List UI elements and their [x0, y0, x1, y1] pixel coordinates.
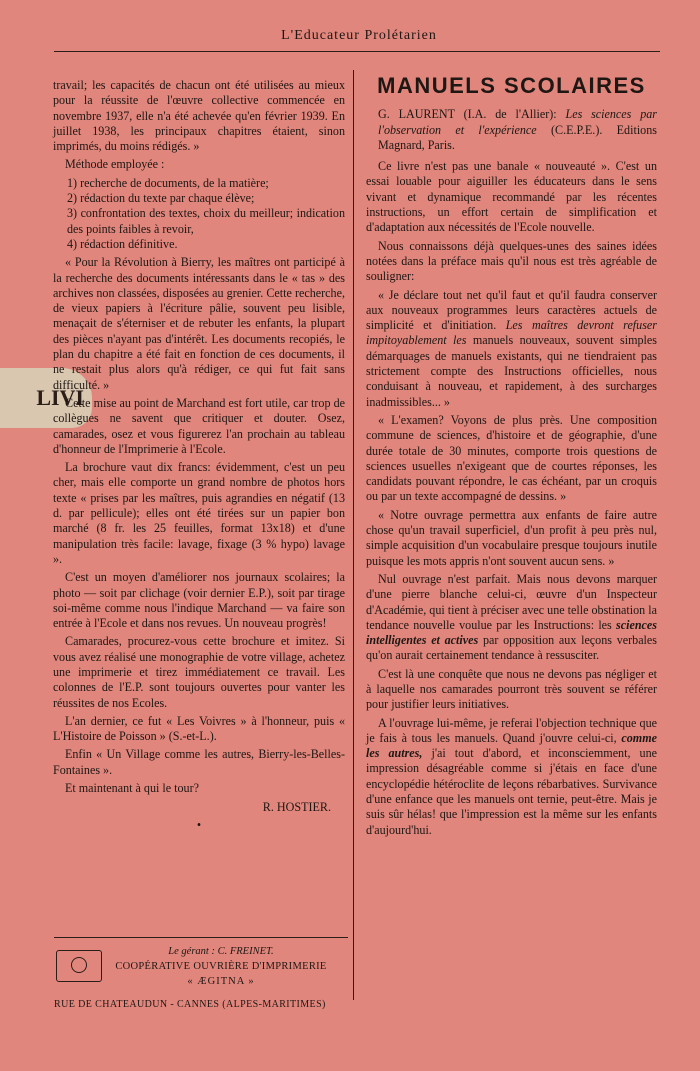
- review-paragraph: C'est là une conquête que nous ne devons pas négliger et à laquelle nos camarades pourront très souvent se référer pour justifier leurs initiatives.: [366, 666, 657, 712]
- mise-au-point-paragraph: Cette mise au point de Marchand est fort utile, car trop de collègues ne savent que critiquer et douter. Osez, camarades, osez et vous figurerez l'an prochain au tableau d'honneur de l'Imprimerie à l'Ecole.: [53, 395, 345, 456]
- left-column: [53, 78, 345, 835]
- printer-logo-icon: [56, 950, 102, 982]
- review-emphasis: comme les autres,: [366, 730, 657, 761]
- method-intro: Méthode employée :: [65, 157, 165, 172]
- author-signature: R. HOSTIER.: [262, 800, 331, 815]
- footer-rule: [54, 937, 348, 938]
- method-item: 2) rédaction du texte par chaque élève;: [67, 191, 255, 206]
- imprint-footer: [54, 944, 348, 1012]
- right-column: [366, 70, 657, 841]
- review-text: j'ai tout d'abord, et inconsciemment, une impression désagréable comme si j'étais en face d'une encyclopédie hétéroclite de leçons rébarbatives. Survivance d'une enfance que les manuels ont ternie, peut-être. Mais je suis sûr hélas! que l'impression est la même sur les enfants d'aujourd'hui.: [366, 746, 657, 837]
- review-paragraph: [366, 716, 657, 838]
- gerant-line: Le gérant : C. FREINET.: [168, 946, 274, 957]
- review-paragraph: [366, 572, 657, 664]
- review-text: A l'ouvrage lui-même, je referai l'objection technique que je fais à tous les manuels. Quand j'ouvre celui-ci,: [366, 715, 657, 745]
- printer-address: RUE DE CHATEAUDUN - CANNES (ALPES-MARITIMES): [54, 999, 326, 1010]
- review-text: Nul ouvrage n'est parfait. Mais nous devons marquer d'une pierre blanche celui-ci, œuvre d'un Inspecteur d'Académie, qui tient à préciser avec une telle obstination la tendance nouvelle voulue par les Instructions: les: [366, 571, 657, 632]
- review-paragraph: Nous connaissons déjà quelques-unes des saines idées notées dans la préface mais qu'il nous est très agréable de souligner:: [366, 238, 657, 284]
- quote-text: manuels nouveaux, souvent simples démarquages de manuels existants, qui ne tiendraient pas strictement compte des Instructions officielles, nous conduisant à nouveau, et rapidement, à des surcharges inadmissibles... »: [366, 333, 657, 409]
- maintenant-paragraph: Et maintenant à qui le tour?: [65, 781, 199, 796]
- review-paragraph: Ce livre n'est pas une banale « nouveauté ». C'est un essai louable pour aiguiller les éducateurs dans le sens vivant et dynamique recommandé par les récentes instructions, un effort certain de simplification et d'adaptation aux nécessités de l'Ecole nouvelle.: [366, 159, 657, 235]
- revolution-paragraph: « Pour la Révolution à Bierry, les maîtres ont participé à la recherche des documents intéressants dans le « tas » des archives non classées, disposées au grenier. Cette recherche, de vieux papiers à l'écriture pâlie, souvent peu lisible, menaçait de s'éterniser et de rebuter les enfants, la plupart des pièces n'ayant pas d'intérêt. Les documents recopiés, le plan du chapitre a été fait en fonction de ces documents, il ne restait plus alors qu'à rédiger, ce qui fut fait sans difficulté. »: [53, 255, 345, 392]
- enfin-paragraph: Enfin « Un Village comme les autres, Bierry-les-Belles-Fontaines ».: [53, 747, 345, 777]
- brochure-paragraph: La brochure vaut dix francs: évidemment, c'est un peu cher, mais elle comporte un grand nombre de photos hors texte « prises par les maîtres, puis agrandies en négatif (13 d. par pellicule); elles ont été tirées sur un papier bon marché (8 fr. les 25 feuilles, format 13x18) et d'une manipulation très facile: lavage, fixage (3 % hypo) lavage ».: [53, 460, 345, 566]
- book-reference: [366, 107, 657, 153]
- cooperative-line: COOPÉRATIVE OUVRIÈRE D'IMPRIMERIE: [115, 961, 327, 972]
- an-dernier-paragraph: L'an dernier, ce fut « Les Voivres » à l'honneur, puis « L'Histoire de Poisson » (S.-et-L.).: [53, 713, 345, 744]
- quote-emphasis: Les maîtres devront refuser impitoyablement les: [366, 318, 657, 348]
- ornament: •: [196, 817, 202, 832]
- book-title: Les sciences par l'observation et l'expérience: [378, 107, 657, 137]
- method-item: 4) rédaction définitive.: [67, 236, 178, 251]
- torn-paper-stamp: LIVI: [0, 368, 92, 428]
- page-header: L'Educateur Prolétarien: [281, 28, 437, 43]
- review-emphasis: sciences intelligentes et actives: [366, 617, 657, 648]
- method-item: 1) recherche de documents, de la matière;: [67, 175, 269, 190]
- quote-text: « Je déclare tout net qu'il faut et qu'il faudra conserver aux nouveaux programmes leurs caractères actuels de simplicité et d'initiation.: [366, 287, 657, 333]
- continuation-paragraph: travail; les capacités de chacun ont été utilisées au mieux pour la réussite de l'œuvre collective commencée en novembre 1937, elle n'a été achevée qu'en février 1939. En juillet 1938, les principaux chapitres étaient, sinon imprimés, du moins rédigés. »: [53, 78, 345, 154]
- review-text: par opposition aux leçons verbales qu'on aurait certainement tendance à ressusciter.: [366, 633, 657, 663]
- method-item: 3) confrontation des textes, choix du meilleur; indication des points faibles à revoir,: [67, 206, 345, 236]
- quote-paragraph: « L'examen? Voyons de plus près. Une composition commune de sciences, d'histoire et de géographie, d'une durée totale de 30 minutes, comporte trois questions de sciences usuelles n'exigeant que de courtes réponses, les candidats pouvant répondre, le cas échéant, par un croquis ou par un texte accompagné de dessins. »: [366, 412, 657, 504]
- quote-paragraph: « Notre ouvrage permettra aux enfants de faire autre chose qu'un travail superficiel, d'un profit à peu près nul, simple acquisition d'un vocabulaire presque toujours inutile puisque les mots appris n'ont souvent aucun sens. »: [366, 507, 657, 568]
- quote-paragraph: [366, 288, 657, 410]
- header-rule: [54, 51, 660, 52]
- printer-name: « ÆGITNA »: [187, 976, 255, 987]
- camarades-paragraph: Camarades, procurez-vous cette brochure et imitez. Si vous avez réalisé une monographie de votre village, achetez une imprimerie et tirez immédiatement ce travail. Les colonnes de l'E.P. sont toujours ouvertes pour vanter les réussites de nos Ecoles.: [53, 634, 345, 710]
- book-author: G. LAURENT (I.A. de l'Allier):: [378, 107, 557, 122]
- book-level: (C.E.P.E.).: [550, 122, 603, 137]
- section-title: MANUELS SCOLAIRES: [377, 73, 646, 98]
- moyen-paragraph: C'est un moyen d'améliorer nos journaux scolaires; la photo — soit par clichage (voir dernier E.P.), soit par tirage soi-même comme nous l'indique Marchand — va faire son entrée à l'Ecole et dans nos revues. Un nouveau progrès!: [53, 570, 345, 631]
- column-divider: [353, 70, 354, 1000]
- method-list: [67, 176, 345, 252]
- book-publisher: Editions Magnard, Paris.: [378, 122, 657, 152]
